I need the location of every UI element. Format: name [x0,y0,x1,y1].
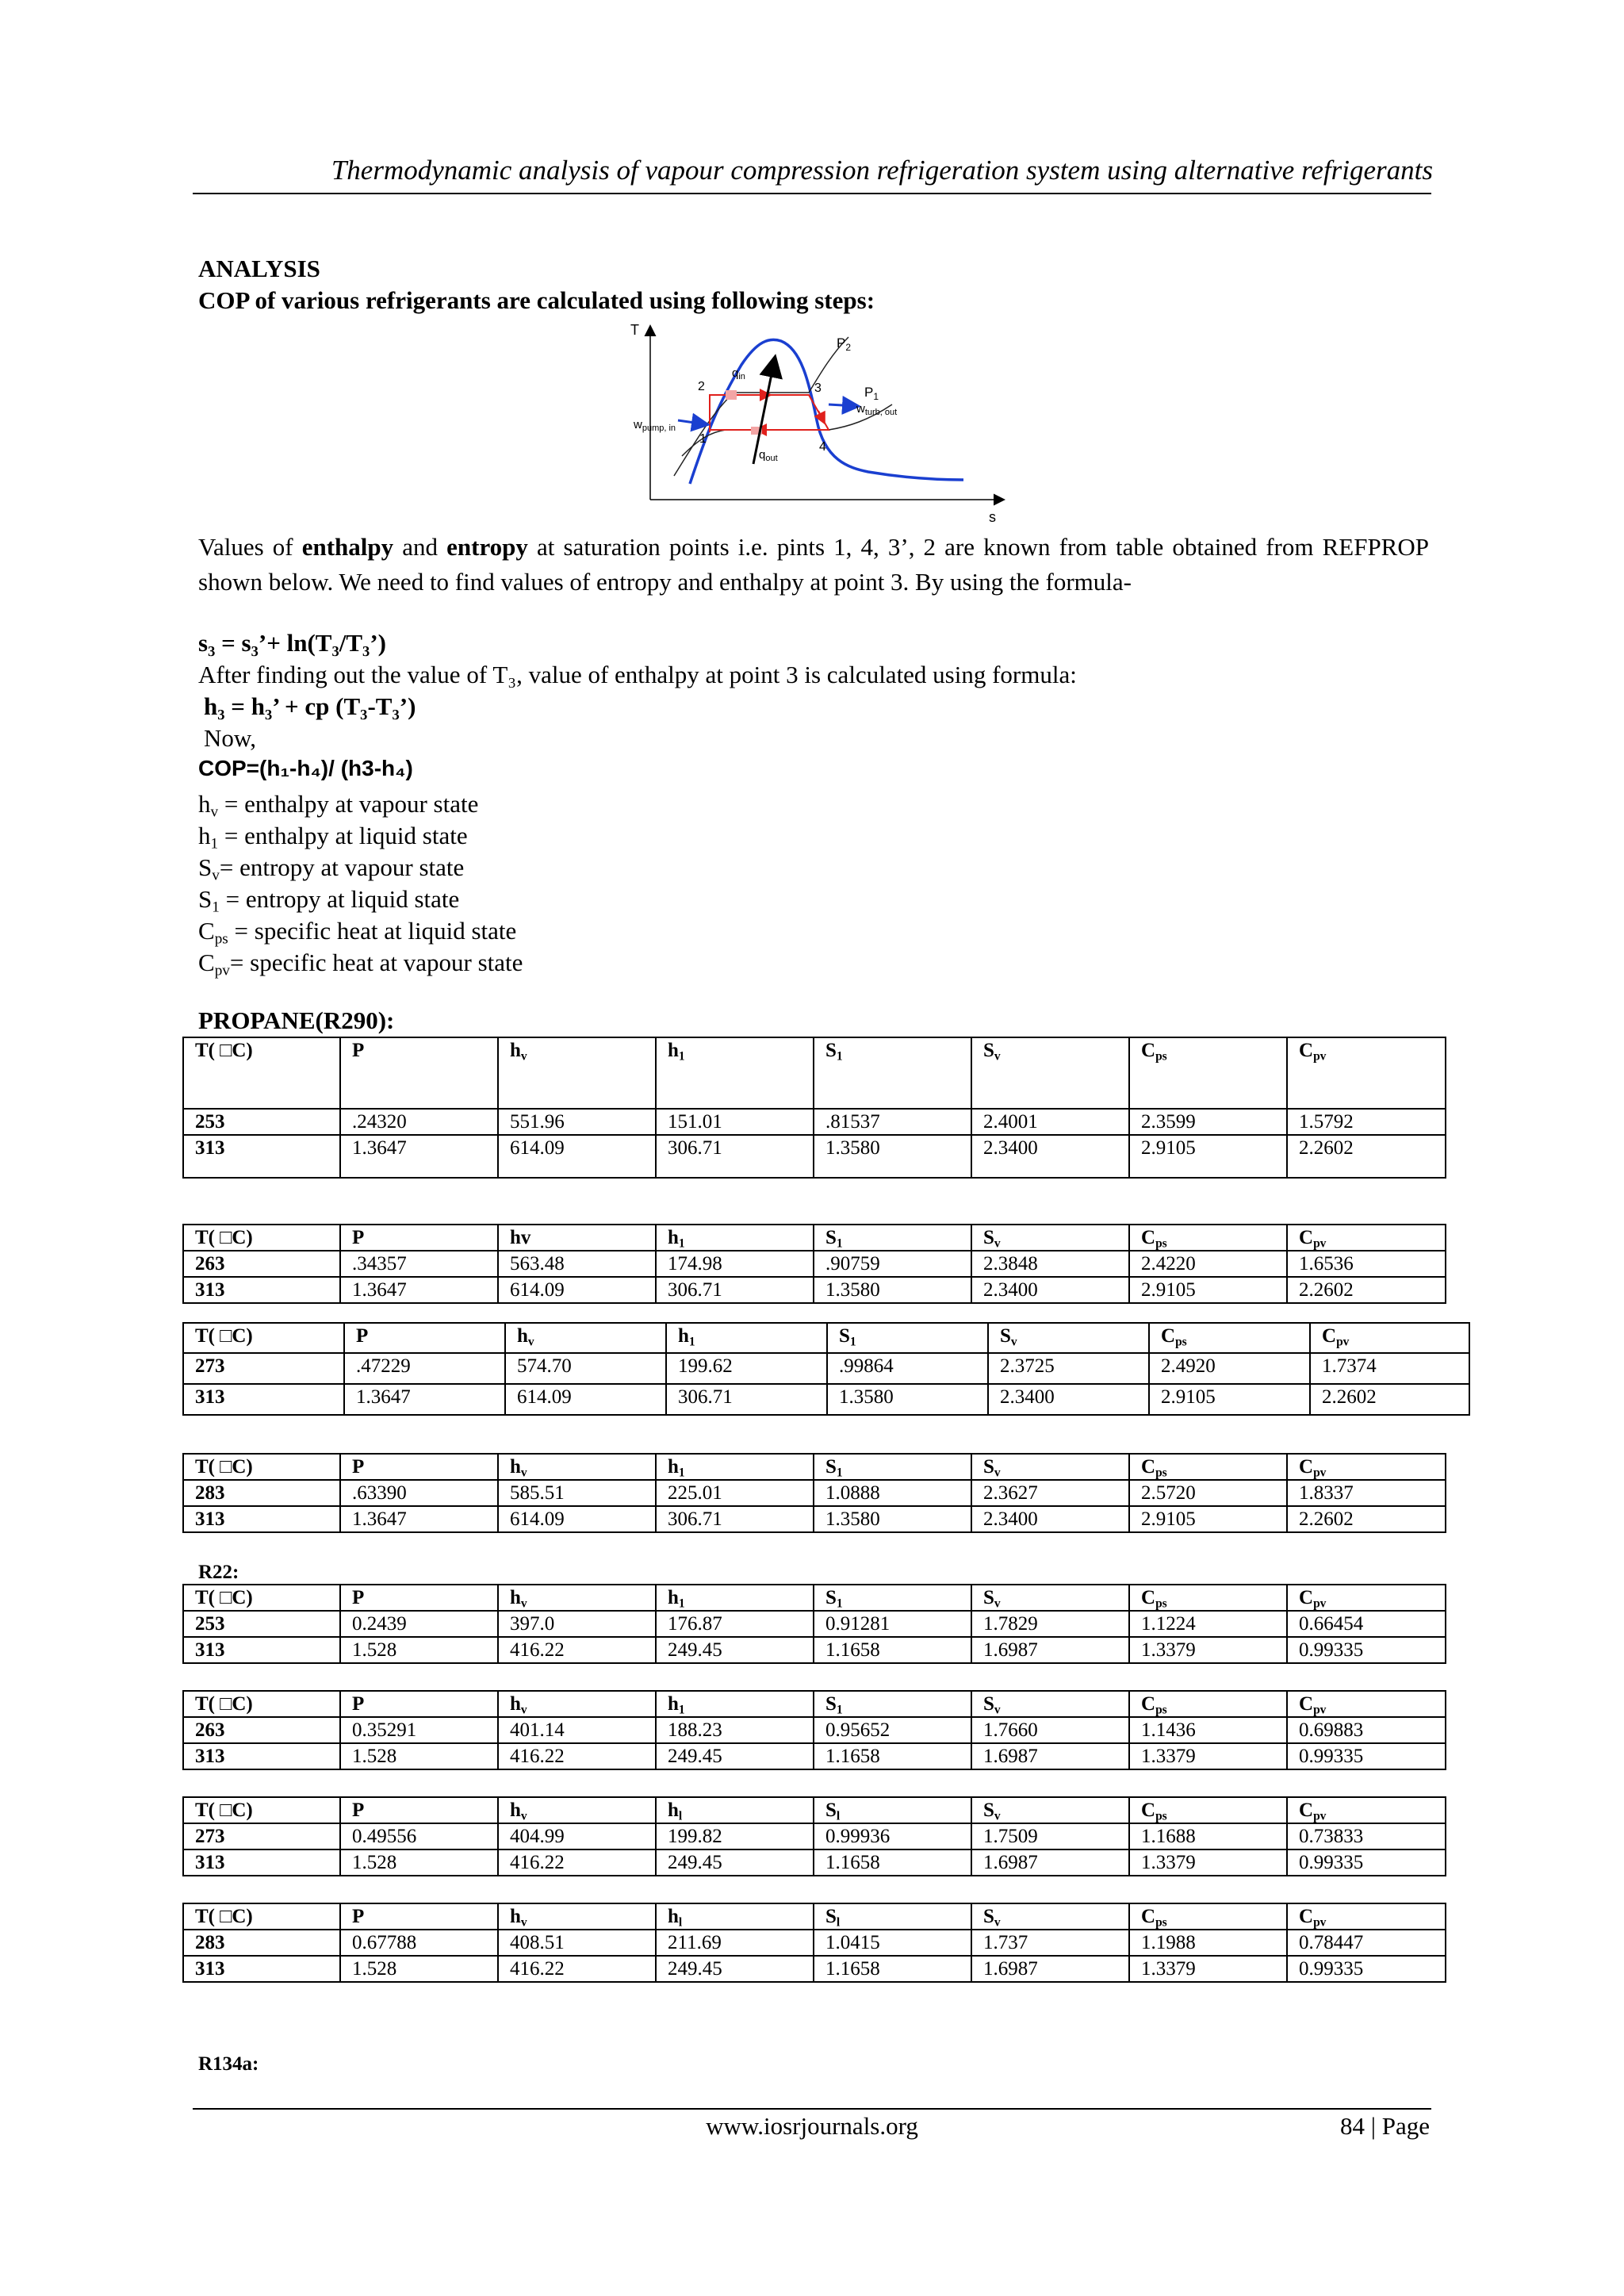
cop-formula: COP=(h₁-h₄)/ (h3-h₄) [198,756,413,780]
table-cell: 0.78447 [1287,1930,1446,1956]
table-cell: 2.3725 [988,1353,1149,1384]
table-row [183,1956,1446,1982]
table-header-cell: T( □C) [183,1691,340,1717]
table-cell: 0.99936 [814,1823,971,1849]
t-axis-label: T [630,322,639,338]
table-header-cell: $h_v$ [498,1454,656,1480]
table-header-cell: P [340,1691,498,1717]
point-2-label: 2 [698,380,705,393]
table-cell: 2.3599 [1129,1109,1287,1135]
point-4-label: 4 [819,440,826,454]
footer-url[interactable]: www.iosrjournals.org [706,2112,918,2140]
table-header-cell: $C_{ps}$ [1129,1585,1287,1611]
table-cell: 2.4920 [1149,1353,1310,1384]
table-cell: 249.45 [656,1956,814,1982]
turbine-work-arrow [829,404,856,406]
table-header-cell: $h_l$ [656,1797,814,1823]
table-cell: 1.528 [340,1743,498,1769]
table-cell: 174.98 [656,1251,814,1277]
property-table [182,1453,1446,1533]
table-cell: 614.09 [498,1506,656,1532]
header-rule [193,193,1431,194]
table-cell: 1.6987 [971,1956,1129,1982]
table-header-cell: $S_v$ [971,1585,1129,1611]
table-header-cell: P [340,1903,498,1930]
table-cell: 2.9105 [1129,1506,1287,1532]
cop-intro: COP of various refrigerants are calculated using following steps: [198,286,875,314]
definition-line: $h_v$ = enthalpy at vapour state [198,790,479,821]
table-cell: 416.22 [498,1849,656,1876]
property-table [182,1224,1446,1304]
table-cell: 1.1688 [1129,1823,1287,1849]
table-row [183,1384,1469,1415]
table-header-cell: P [344,1323,505,1353]
table-cell: 176.87 [656,1611,814,1637]
table-header-cell: $h_1$ [666,1323,827,1353]
table-cell: 2.9105 [1129,1135,1287,1178]
q-in-label: $q_{in}$ [732,366,745,381]
table-cell: 1.6536 [1287,1251,1446,1277]
point-1-label: 1 [699,432,707,446]
table-cell: 1.7509 [971,1823,1129,1849]
property-table [182,1903,1446,1983]
table-cell: 273 [183,1823,340,1849]
table-header-cell: P [340,1037,498,1109]
table-cell: 1.3379 [1129,1849,1287,1876]
table-cell: 313 [183,1384,344,1415]
table-cell: 2.3400 [971,1506,1129,1532]
table-cell: 0.91281 [814,1611,971,1637]
table-header-row [183,1797,1446,1823]
table-cell: 2.3400 [971,1135,1129,1178]
table-cell: 2.5720 [1129,1480,1287,1506]
table-cell: 585.51 [498,1480,656,1506]
table-row [183,1717,1446,1743]
table-row [183,1135,1446,1178]
table-header-cell: $h_v$ [498,1585,656,1611]
table-cell: 614.09 [498,1277,656,1303]
saturation-dome [690,339,963,484]
table-cell: 199.82 [656,1823,814,1849]
table-cell: 0.99335 [1287,1849,1446,1876]
table-cell: 1.1658 [814,1743,971,1769]
table-header-cell: P [340,1585,498,1611]
after-finding-text: After finding out the value of T₃, value of enthalpy at point 3 is calculated using formula: [198,661,1077,688]
table-header-cell: $S_v$ [971,1691,1129,1717]
table-header-cell: $S_v$ [988,1323,1149,1353]
table-cell: 0.2439 [340,1611,498,1637]
table-row [183,1849,1446,1876]
table-header-cell: $S_1$ [814,1454,971,1480]
table-cell: 211.69 [656,1930,814,1956]
table-cell: 416.22 [498,1743,656,1769]
section-title: ANALYSIS [198,255,320,282]
table-header-cell: $S_v$ [971,1037,1129,1109]
table-cell: .90759 [814,1251,971,1277]
footer-page-number: 84 | Page [1340,2112,1430,2140]
table-cell: 1.6987 [971,1743,1129,1769]
table-cell: 1.3647 [340,1506,498,1532]
table-cell: 249.45 [656,1849,814,1876]
table-cell: 614.09 [505,1384,666,1415]
table-header-cell: T( □C) [183,1585,340,1611]
table-cell: 253 [183,1611,340,1637]
table-header-cell: $C_{pv}$ [1310,1323,1469,1353]
table-cell: 1.3647 [344,1384,505,1415]
table-cell: 1.528 [340,1956,498,1982]
table-row [183,1480,1446,1506]
table-header-row [183,1323,1469,1353]
table-cell: 0.99335 [1287,1743,1446,1769]
table-cell: 249.45 [656,1743,814,1769]
table-cell: 1.6987 [971,1637,1129,1663]
table-header-cell: $C_{ps}$ [1129,1903,1287,1930]
table-cell: 1.3379 [1129,1637,1287,1663]
definition-line: $C_{ps}$ = specific heat at liquid state [198,917,517,948]
table-row [183,1930,1446,1956]
table-cell: 0.99335 [1287,1956,1446,1982]
property-table [182,1037,1446,1179]
table-cell: .81537 [814,1109,971,1135]
table-cell: 1.1658 [814,1849,971,1876]
table-cell: 1.3647 [340,1135,498,1178]
table-header-row [183,1037,1446,1109]
table-cell: 1.0888 [814,1480,971,1506]
table-header-cell: $C_{ps}$ [1129,1225,1287,1251]
table-header-cell: T( □C) [183,1903,340,1930]
table-cell: 0.95652 [814,1717,971,1743]
table-header-cell: P [340,1797,498,1823]
table-row [183,1251,1446,1277]
table-header-row [183,1225,1446,1251]
table-cell: 2.3400 [988,1384,1149,1415]
table-cell: 249.45 [656,1637,814,1663]
table-cell: 1.528 [340,1849,498,1876]
table-cell: 2.4220 [1129,1251,1287,1277]
table-cell: 0.66454 [1287,1611,1446,1637]
table-cell: 313 [183,1743,340,1769]
table-header-cell: $S_1$ [827,1323,988,1353]
paragraph-values: Values of enthalpy and entropy at saturation points i.e. pints 1, 4, 3’, 2 are known from table obtained from REFPROP shown below. We need to find values of entropy and enthalpy at point 3. By using the formula- [198,533,1429,596]
table-header-cell: $C_{ps}$ [1129,1797,1287,1823]
table-header-cell: $S_v$ [971,1454,1129,1480]
table-header-cell: $h_v$ [498,1037,656,1109]
table-header-cell: $S_v$ [971,1225,1129,1251]
formula-entropy: s₃ = s₃’+ ln(T₃/T₃’) [198,629,386,657]
table-cell: 199.62 [666,1353,827,1384]
table-header-cell: $h_1$ [656,1454,814,1480]
table-cell: 306.71 [656,1277,814,1303]
table-row [183,1611,1446,1637]
cycle-path [710,395,829,432]
table-header-cell: $h_1$ [656,1585,814,1611]
table-header-cell: $S_1$ [814,1225,971,1251]
table-cell: 2.2602 [1287,1506,1446,1532]
table-cell: 2.2602 [1287,1277,1446,1303]
now-text: Now, [204,724,257,752]
table-cell: 1.1658 [814,1956,971,1982]
ts-diagram [630,317,1011,531]
table-cell: 1.6987 [971,1849,1129,1876]
table-cell: 313 [183,1956,340,1982]
formula-enthalpy: h₃ = h₃’ + cp (T₃-T₃’) [204,692,416,720]
p1-label: $P_1$ [864,385,879,402]
table-cell: 263 [183,1717,340,1743]
table-cell: 1.3580 [814,1135,971,1178]
table-header-cell: P [340,1454,498,1480]
table-cell: 404.99 [498,1823,656,1849]
table-cell: 2.9105 [1129,1277,1287,1303]
table-cell: 2.4001 [971,1109,1129,1135]
table-cell: 313 [183,1135,340,1178]
running-head: Thermodynamic analysis of vapour compression refrigeration system using alternative refrigerants [331,155,1433,186]
table-header-cell: $C_{pv}$ [1287,1691,1446,1717]
table-header-row [183,1903,1446,1930]
table-header-cell: $h_v$ [498,1797,656,1823]
table-cell: 1.7660 [971,1717,1129,1743]
table-header-cell: $C_{ps}$ [1129,1037,1287,1109]
table-header-cell: hv [498,1225,656,1251]
table-cell: 1.3580 [814,1277,971,1303]
table-cell: 0.35291 [340,1717,498,1743]
table-header-cell: $S_l$ [814,1903,971,1930]
table-cell: 1.7829 [971,1611,1129,1637]
table-cell: 151.01 [656,1109,814,1135]
table-cell: 416.22 [498,1956,656,1982]
table-header-cell: $h_v$ [498,1691,656,1717]
table-header-cell: $h_v$ [498,1903,656,1930]
pump-work-arrow [678,420,706,424]
w-turb-label: $w_{turb, out}$ [856,402,898,417]
table-cell: 1.3379 [1129,1956,1287,1982]
table-cell: 273 [183,1353,344,1384]
table-cell: 225.01 [656,1480,814,1506]
heat-in-marker [726,390,737,400]
table-cell: .99864 [827,1353,988,1384]
p2-label: $P_2$ [837,335,852,353]
table-header-row [183,1691,1446,1717]
definition-line: $C_{pv}=$ specific heat at vapour state [198,949,523,979]
table-cell: 1.3580 [814,1506,971,1532]
r22-title: R22: [198,1562,239,1583]
table-cell: 1.5792 [1287,1109,1446,1135]
table-cell: 563.48 [498,1251,656,1277]
table-cell: 1.1436 [1129,1717,1287,1743]
table-header-cell: T( □C) [183,1037,340,1109]
table-cell: 313 [183,1849,340,1876]
table-cell: 1.8337 [1287,1480,1446,1506]
table-row [183,1743,1446,1769]
s-axis-label: s [989,509,996,525]
table-header-cell: $h_1$ [656,1225,814,1251]
table-header-cell: $C_{pv}$ [1287,1454,1446,1480]
table-cell: 2.3848 [971,1251,1129,1277]
table-cell: 313 [183,1277,340,1303]
table-header-cell: $h_v$ [505,1323,666,1353]
table-row [183,1353,1469,1384]
definition-line: $h_1$ = enthalpy at liquid state [198,822,468,853]
table-cell: 2.9105 [1149,1384,1310,1415]
table-header-cell: $h_l$ [656,1903,814,1930]
table-header-cell: T( □C) [183,1225,340,1251]
table-cell: 306.71 [656,1135,814,1178]
table-header-cell: $C_{pv}$ [1287,1585,1446,1611]
table-cell: 1.3647 [340,1277,498,1303]
table-cell: 614.09 [498,1135,656,1178]
table-cell: 1.7374 [1310,1353,1469,1384]
table-cell: 263 [183,1251,340,1277]
table-header-cell: $C_{ps}$ [1149,1323,1310,1353]
table-row [183,1637,1446,1663]
table-cell: 1.737 [971,1930,1129,1956]
table-header-cell: $C_{pv}$ [1287,1037,1446,1109]
table-cell: 306.71 [666,1384,827,1415]
table-header-row [183,1454,1446,1480]
table-header-cell: $S_1$ [814,1585,971,1611]
table-cell: 0.49556 [340,1823,498,1849]
table-cell: .47229 [344,1353,505,1384]
table-header-cell: $h_1$ [656,1037,814,1109]
table-cell: 283 [183,1480,340,1506]
table-cell: 306.71 [656,1506,814,1532]
table-header-cell: $h_1$ [656,1691,814,1717]
table-header-cell: $S_v$ [971,1903,1129,1930]
definition-line: $S_v=$ entropy at vapour state [198,853,465,884]
table-cell: .24320 [340,1109,498,1135]
table-cell: 1.528 [340,1637,498,1663]
table-header-cell: $S_1$ [814,1691,971,1717]
table-cell: 0.69883 [1287,1717,1446,1743]
point-3-label: 3 [814,381,822,395]
table-cell: 1.0415 [814,1930,971,1956]
property-table [182,1584,1446,1664]
table-cell: 0.99335 [1287,1637,1446,1663]
table-cell: 188.23 [656,1717,814,1743]
table-cell: 401.14 [498,1717,656,1743]
definition-line: $S_1$ = entropy at liquid state [198,885,460,916]
footer-rule [193,2108,1431,2110]
table-cell: 408.51 [498,1930,656,1956]
r134a-title: R134a: [198,2053,259,2075]
cycle-arrow-right [818,411,824,422]
table-row [183,1277,1446,1303]
table-cell: 2.2602 [1287,1135,1446,1178]
propane-title: PROPANE(R290): [198,1006,395,1034]
table-cell: .63390 [340,1480,498,1506]
table-header-cell: $S_v$ [971,1797,1129,1823]
table-cell: 416.22 [498,1637,656,1663]
table-cell: 1.3580 [827,1384,988,1415]
table-cell: 1.1658 [814,1637,971,1663]
table-cell: 574.70 [505,1353,666,1384]
table-header-cell: P [340,1225,498,1251]
table-row [183,1109,1446,1135]
table-header-cell: $C_{ps}$ [1129,1454,1287,1480]
q-out-label: $q_{out}$ [759,448,778,463]
table-cell: 2.2602 [1310,1384,1469,1415]
table-header-cell: $C_{pv}$ [1287,1903,1446,1930]
table-cell: 0.67788 [340,1930,498,1956]
property-table [182,1690,1446,1770]
table-header-row [183,1585,1446,1611]
table-cell: 2.3627 [971,1480,1129,1506]
table-cell: 2.3400 [971,1277,1129,1303]
table-cell: 551.96 [498,1109,656,1135]
table-header-cell: $S_l$ [814,1797,971,1823]
table-header-cell: $C_{ps}$ [1129,1691,1287,1717]
table-row [183,1823,1446,1849]
table-cell: 1.1988 [1129,1930,1287,1956]
table-cell: 253 [183,1109,340,1135]
table-header-cell: $C_{pv}$ [1287,1225,1446,1251]
table-header-cell: T( □C) [183,1797,340,1823]
table-cell: 397.0 [498,1611,656,1637]
property-table [182,1322,1470,1416]
table-cell: 0.73833 [1287,1823,1446,1849]
table-row [183,1506,1446,1532]
property-table [182,1796,1446,1876]
table-cell: 313 [183,1506,340,1532]
table-cell: .34357 [340,1251,498,1277]
table-header-cell: $S_1$ [814,1037,971,1109]
table-header-cell: $C_{pv}$ [1287,1797,1446,1823]
w-pump-label: $w_{pump, in}$ [634,418,676,433]
table-cell: 283 [183,1930,340,1956]
table-cell: 313 [183,1637,340,1663]
table-header-cell: T( □C) [183,1323,344,1353]
table-header-cell: T( □C) [183,1454,340,1480]
table-cell: 1.3379 [1129,1743,1287,1769]
table-cell: 1.1224 [1129,1611,1287,1637]
